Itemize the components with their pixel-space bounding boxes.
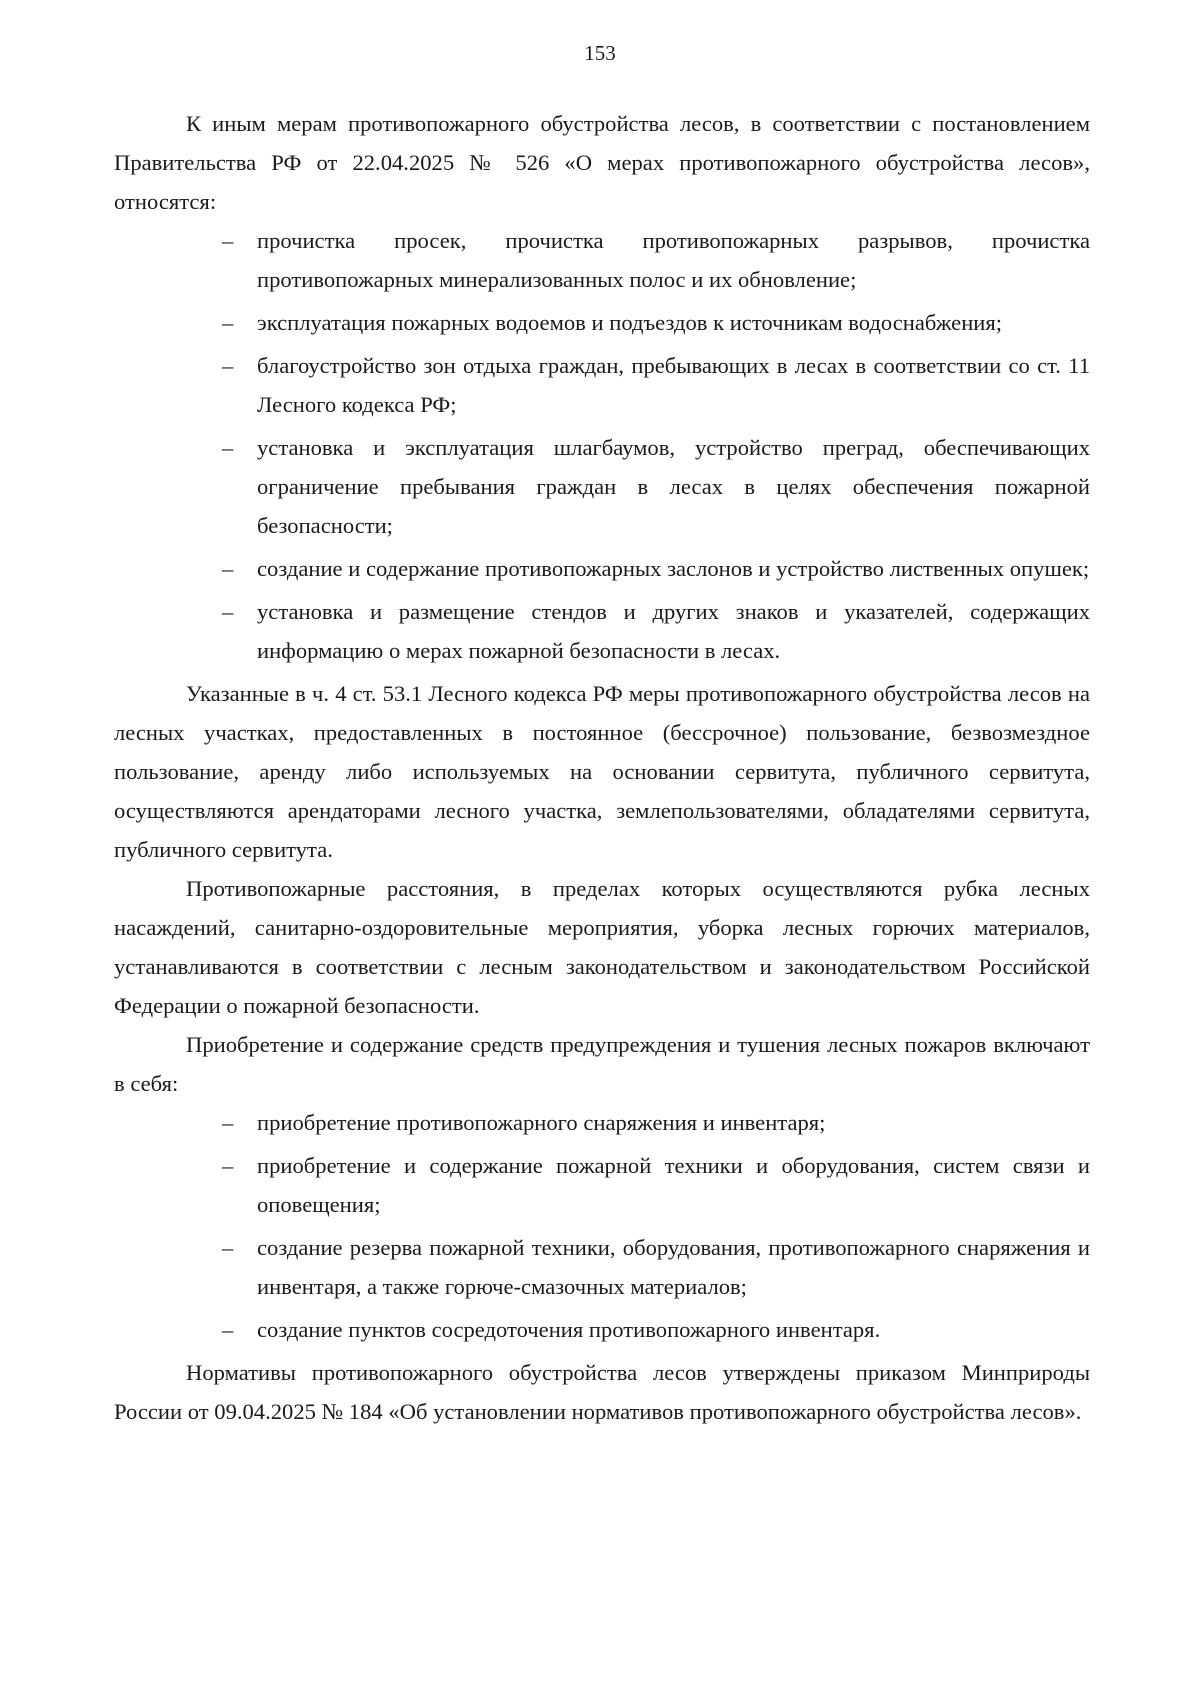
list-item <box>114 346 1090 424</box>
list-item-text: установка и размещение стендов и других знаков и указателей, содержащих информацию о мерах пожарной безопасности в лесах. <box>257 599 1090 663</box>
list-other-measures <box>114 221 1090 670</box>
list-item <box>114 428 1090 545</box>
list-item <box>114 549 1090 588</box>
list-item-text: создание резерва пожарной техники, оборудования, противопожарного снаряжения и инвентаря, а также горюче-смазочных материалов; <box>257 1235 1090 1299</box>
page-number: 153 <box>584 41 616 65</box>
list-item-text: создание пунктов сосредоточения противопожарного инвентаря. <box>257 1317 881 1342</box>
dash-marker: – <box>222 353 234 378</box>
paragraph-prevention-means: Приобретение и содержание средств предупреждения и тушения лесных пожаров включают в себя: <box>114 1032 1090 1096</box>
list-prevention-means <box>114 1103 1090 1349</box>
list-item-text: установка и эксплуатация шлагбаумов, устройство преград, обеспечивающих ограничение пребывания граждан в лесах в целях обеспечения пожарной безопасности; <box>257 435 1090 538</box>
list-item-text: приобретение и содержание пожарной техники и оборудования, систем связи и оповещения; <box>257 1153 1090 1217</box>
list-item-text: благоустройство зон отдыха граждан, пребывающих в лесах в соответствии со ст. 11 Лесного кодекса РФ; <box>257 353 1090 417</box>
dash-marker: – <box>222 599 234 624</box>
list-item <box>114 1103 1090 1142</box>
list-item-text: эксплуатация пожарных водоемов и подъездов к источникам водоснабжения; <box>257 310 1003 335</box>
list-item <box>114 221 1090 299</box>
list-item-text: создание и содержание противопожарных заслонов и устройство лиственных опушек; <box>257 556 1090 581</box>
list-item-text: прочистка просек, прочистка противопожарных разрывов, прочистка противопожарных минерализованных полос и их обновление; <box>257 228 1090 292</box>
dash-marker: – <box>222 310 234 335</box>
list-item <box>114 303 1090 342</box>
dash-marker: – <box>222 556 234 581</box>
paragraph-standards: Нормативы противопожарного обустройства лесов утверждены приказом Минприроды России от 09.04.2025 № 184 «Об установлении нормативов противопожарного обустройства лесов». <box>114 1360 1090 1424</box>
list-item <box>114 1310 1090 1349</box>
page-content <box>114 104 1090 1431</box>
paragraph-lessees-measures: Указанные в ч. 4 ст. 53.1 Лесного кодекса РФ меры противопожарного обустройства лесов на лесных участках, предоставленных в постоянное (бессрочное) пользование, безвозмездное пользование, аренду либо используемых на основании сервитута, публичного сервитута, осуществляются арендаторами лесного участка, землепользователями, обладателями сервитута, публичного сервитута. <box>114 681 1090 862</box>
dash-marker: – <box>222 1110 234 1135</box>
paragraph-fire-distances: Противопожарные расстояния, в пределах которых осуществляются рубка лесных насаждений, санитарно-оздоровительные мероприятия, уборка лесных горючих материалов, устанавливаются в соответствии с лесным законодательством и законодательством Российской Федерации о пожарной безопасности. <box>114 876 1090 1018</box>
dash-marker: – <box>222 435 234 460</box>
dash-marker: – <box>222 228 234 253</box>
list-item <box>114 1146 1090 1224</box>
paragraph-other-measures: К иным мерам противопожарного обустройства лесов, в соответствии с постановлением Правительства РФ от 22.04.2025 № 526 «О мерах противопожарного обустройства лесов», относятся: <box>114 111 1090 214</box>
list-item <box>114 592 1090 670</box>
list-item-text: приобретение противопожарного снаряжения и инвентаря; <box>257 1110 826 1135</box>
list-item <box>114 1228 1090 1306</box>
dash-marker: – <box>222 1235 234 1260</box>
dash-marker: – <box>222 1317 234 1342</box>
dash-marker: – <box>222 1153 234 1178</box>
